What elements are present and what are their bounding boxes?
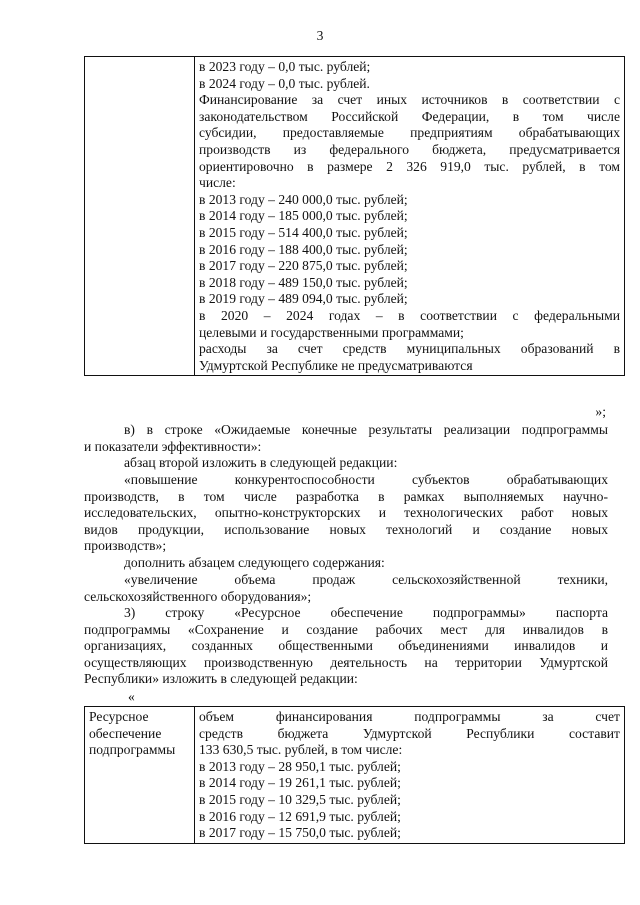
text-line: подпрограммы	[89, 742, 176, 758]
text-line: в 2013 году – 28 950,1 тыс. рублей;	[199, 758, 401, 774]
text-line: 3) строку «Ресурсное обеспечение подпрограммы» паспорта	[124, 605, 608, 620]
page-number: 3	[316, 28, 324, 43]
paragraph-quoted-text-1	[84, 472, 608, 555]
text-line: Финансирование за счет иных источников в соответствии с	[199, 92, 620, 108]
text-line: абзац второй изложить в следующей редакции:	[124, 455, 398, 470]
paragraph-add-abzac	[84, 555, 608, 572]
closing-quote-mark: »;	[595, 404, 606, 419]
paragraph-item-3	[84, 605, 608, 688]
table-label-cell	[85, 57, 195, 376]
text-line: Республики» изложить в следующей редакции:	[84, 671, 358, 687]
table-label-cell	[85, 707, 195, 844]
text-line: в 2024 году – 0,0 тыс. рублей.	[199, 75, 370, 91]
text-line: в 2018 году – 489 150,0 тыс. рублей;	[199, 274, 408, 290]
text-line: в 2016 году – 188 400,0 тыс. рублей;	[199, 241, 408, 257]
text-line: «увеличение объема продаж сельскохозяйственной техники,	[124, 572, 608, 587]
text-line: «повышение конкурентоспособности субъектов обрабатывающих	[124, 472, 608, 487]
paragraph-quoted-text-2	[84, 572, 608, 605]
text-line: видов продукции, использование новых технологий и создание новых	[84, 521, 608, 537]
text-line: сельскохозяйственного оборудования»;	[84, 588, 312, 604]
text-line: средств бюджета Удмуртской Республики составит	[199, 725, 620, 741]
text-line: обеспечение	[89, 725, 162, 741]
text-line: производств из федерального бюджета, предусматривается	[199, 141, 620, 157]
table-content-cell	[195, 707, 625, 844]
text-line: подпрограммы «Сохранение и создание рабочих мест для инвалидов в	[84, 621, 608, 637]
text-line: осуществляющих производственную деятельность на территории Удмуртской	[84, 654, 608, 670]
text-line: в 2023 году – 0,0 тыс. рублей;	[199, 59, 371, 74]
text-line: в 2015 году – 10 329,5 тыс. рублей;	[199, 791, 401, 807]
text-line: исследовательских, опытно-конструкторских и технологических работ новых	[84, 505, 608, 521]
text-line: производств, в том числе разработка в рамках выполняемых научно-	[84, 488, 608, 504]
text-line: дополнить абзацем следующего содержания:	[124, 555, 385, 570]
text-line: целевыми и государственными программами;	[199, 324, 464, 340]
paragraph-abzac-second	[84, 455, 608, 472]
table-content-cell	[195, 57, 625, 376]
opening-quote-mark: «	[128, 689, 135, 704]
text-line: производств»;	[84, 538, 167, 554]
text-line: ориентировочно в размере 2 326 919,0 тыс. рублей, в том	[199, 158, 620, 174]
text-line: законодательством Российской Федерации, в том числе	[199, 108, 620, 124]
financing-table-continued	[84, 56, 625, 376]
text-line: числе:	[199, 175, 236, 191]
text-line: в) в строке «Ожидаемые конечные результаты реализации подпрограммы	[124, 422, 608, 437]
text-line: в 2016 году – 12 691,9 тыс. рублей;	[199, 808, 401, 824]
text-line: в 2020 – 2024 годах – в соответствии с федеральными	[199, 307, 620, 323]
text-line: в 2017 году – 15 750,0 тыс. рублей;	[199, 825, 401, 841]
text-line: субсидии, предоставляемые предприятиям обрабатывающих	[199, 125, 620, 141]
text-line: Ресурсное	[89, 709, 149, 724]
text-line: 133 630,5 тыс. рублей, в том числе:	[199, 742, 403, 758]
resource-support-table	[84, 706, 625, 844]
text-line: в 2014 году – 185 000,0 тыс. рублей;	[199, 208, 408, 224]
text-line: расходы за счет средств муниципальных образований в	[199, 341, 620, 357]
text-line: и показатели эффективности»:	[84, 438, 262, 454]
paragraph-v	[84, 422, 608, 455]
text-line: в 2019 году – 489 094,0 тыс. рублей;	[199, 291, 408, 307]
text-line: в 2015 году – 514 400,0 тыс. рублей;	[199, 224, 408, 240]
text-line: организациях, созданных общественными объединениями инвалидов и	[84, 638, 608, 654]
text-line: в 2014 году – 19 261,1 тыс. рублей;	[199, 775, 401, 791]
text-line: Удмуртской Республике не предусматриваются	[199, 357, 473, 373]
text-line: в 2013 году – 240 000,0 тыс. рублей;	[199, 191, 408, 207]
text-line: в 2017 году – 220 875,0 тыс. рублей;	[199, 258, 408, 274]
text-line: объем финансирования подпрограммы за счет	[199, 709, 620, 724]
